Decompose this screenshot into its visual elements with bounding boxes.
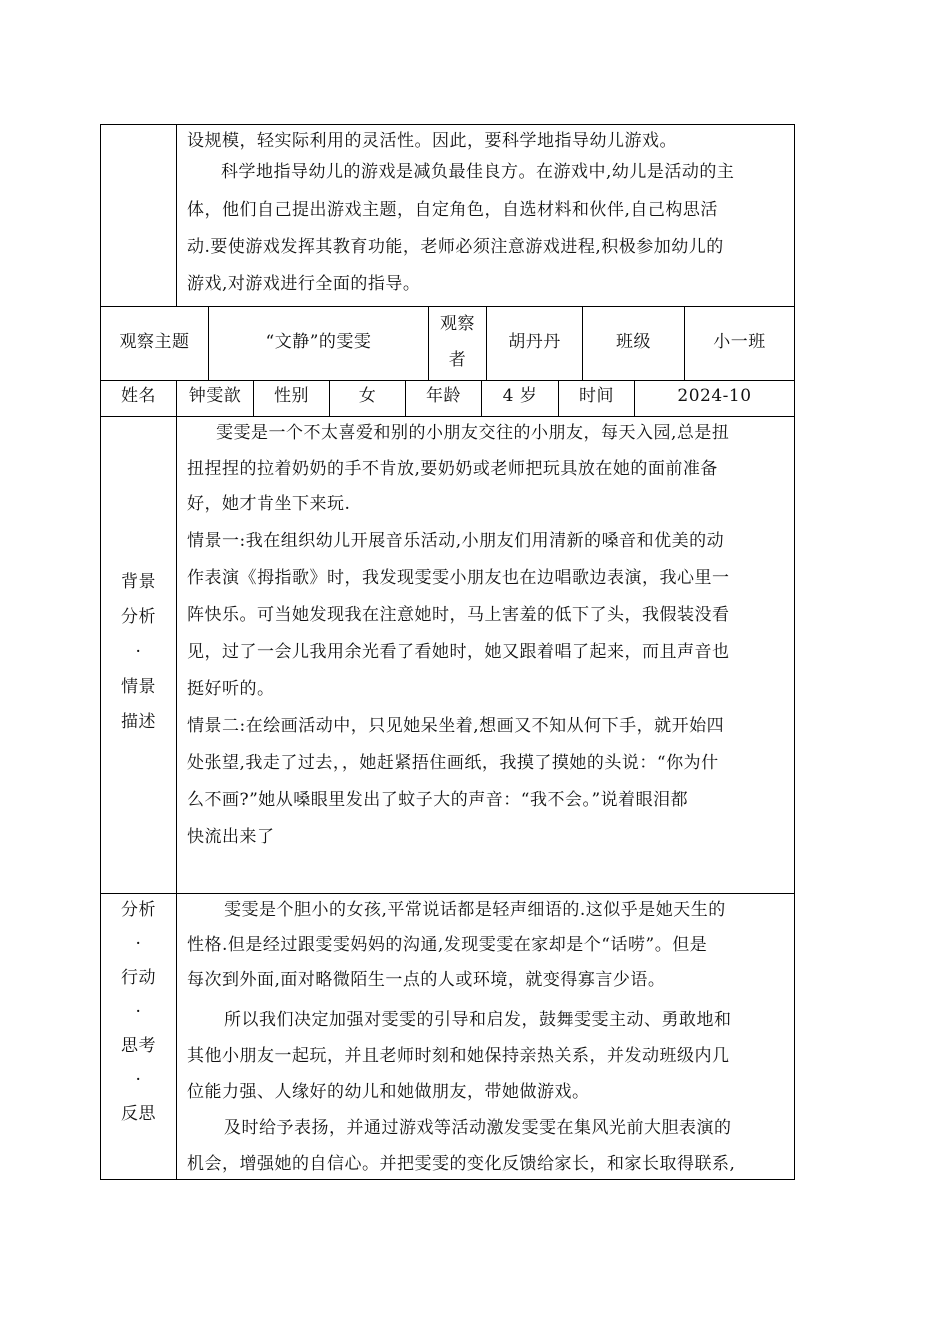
gender-value: 女	[358, 386, 377, 406]
class-value: 小一班	[713, 332, 766, 352]
table-border-bottom	[100, 1179, 795, 1180]
row-divider	[100, 306, 795, 307]
intro-line: 游戏,对游戏进行全面的指导。	[187, 274, 421, 294]
reflection-label: ·	[135, 1002, 142, 1022]
background-line: 快流出来了	[187, 827, 275, 847]
reflection-line: 机会，增强她的自信心。并把雯雯的变化反馈给家长，和家长取得联系,	[187, 1154, 736, 1174]
background-line: 见，过了一会儿我用余光看了看她时，她又跟着唱了起来，而且声音也	[187, 642, 730, 662]
intro-line: 动.要使游戏发挥其教育功能，老师必须注意游戏进程,积极参加幼儿的	[187, 237, 724, 257]
class-label: 班级	[616, 332, 651, 352]
gender-label: 性别	[274, 386, 309, 406]
table-border-top	[100, 124, 795, 125]
intro-line: 体，他们自己提出游戏主题，自定角色，自选材料和伙伴,自己构思活	[187, 200, 718, 220]
reflection-line: 其他小朋友一起玩，并且老师时刻和她保持亲热关系，并发动班级内几	[187, 1046, 730, 1066]
background-label: 情景	[121, 677, 156, 697]
background-line: 作表演《拇指歌》时，我发现雯雯小朋友也在边唱歌边表演，我心里一	[187, 568, 730, 588]
background-line: 阵快乐。可当她发现我在注意她时，马上害羞的低下了头，我假装没看	[187, 605, 730, 625]
reflection-line: 性格.但是经过跟雯雯妈妈的沟通,发现雯雯在家却是个“话唠”。但是	[187, 935, 708, 955]
reflection-label: 行动	[121, 968, 156, 988]
background-line: 情景二:在绘画活动中，只见她呆坐着,想画又不知从何下手，就开始四	[187, 716, 725, 736]
background-line: 扭捏捏的拉着奶奶的手不肯放,要奶奶或老师把玩具放在她的面前准备	[187, 459, 718, 479]
reflection-label: ·	[135, 1070, 142, 1090]
age-label: 年龄	[426, 386, 461, 406]
name-label: 姓名	[121, 386, 156, 406]
topic-label: 观察主题	[119, 332, 190, 352]
background-label: 分析	[121, 607, 156, 627]
observer-label: 者	[448, 350, 467, 370]
background-line: 情景一:我在组织幼儿开展音乐活动,小朋友们用清新的嗓音和优美的动	[187, 531, 725, 551]
row-divider	[100, 380, 795, 381]
row-divider	[100, 416, 795, 417]
intro-line: 科学地指导幼儿的游戏是减负最佳良方。在游戏中,幼儿是活动的主	[221, 162, 735, 182]
time-label: 时间	[579, 386, 614, 406]
reflection-label: 反思	[121, 1104, 156, 1124]
time-value: 2024-10	[677, 386, 752, 406]
background-line: 么不画?”她从嗓眼里发出了蚊子大的声音：“我不会。”说着眼泪都	[187, 790, 689, 810]
background-line: 好，她才肯坐下来玩.	[187, 494, 351, 514]
reflection-line: 所以我们决定加强对雯雯的引导和启发，鼓舞雯雯主动、勇敢地和	[224, 1010, 732, 1030]
name-value: 钟雯歆	[188, 386, 242, 406]
reflection-label: ·	[135, 934, 142, 954]
observer-label: 观察	[440, 314, 475, 334]
background-label: ·	[135, 642, 142, 662]
col-divider	[176, 124, 177, 307]
reflection-label: 思考	[121, 1036, 156, 1056]
reflection-label: 分析	[121, 900, 156, 920]
intro-line: 设规模，轻实际利用的灵活性。因此，要科学地指导幼儿游戏。	[187, 131, 677, 151]
background-line: 处张望,我走了过去，，她赶紧捂住画纸，我摸了摸她的头说：“你为什	[187, 753, 719, 773]
background-label: 背景	[121, 572, 156, 592]
topic-value: “文静”的雯雯	[265, 332, 372, 352]
reflection-line: 每次到外面,面对略微陌生一点的人或环境，就变得寡言少语。	[187, 970, 666, 990]
row-divider	[100, 893, 795, 894]
background-line: 雯雯是一个不太喜爱和别的小朋友交往的小朋友，每天入园,总是扭	[216, 423, 730, 443]
col-divider	[176, 416, 177, 1180]
background-label: 描述	[121, 712, 156, 732]
age-value: 4 岁	[502, 386, 538, 406]
observer-value: 胡丹丹	[508, 332, 561, 352]
reflection-line: 雯雯是个胆小的女孩,平常说话都是轻声细语的.这似乎是她天生的	[224, 900, 726, 920]
table-border-right	[794, 124, 795, 1180]
reflection-line: 位能力强、人缘好的幼儿和她做朋友，带她做游戏。	[187, 1082, 590, 1102]
reflection-line: 及时给予表扬，并通过游戏等活动激发雯雯在集风光前大胆表演的	[224, 1118, 732, 1138]
background-line: 挺好听的。	[187, 679, 275, 699]
